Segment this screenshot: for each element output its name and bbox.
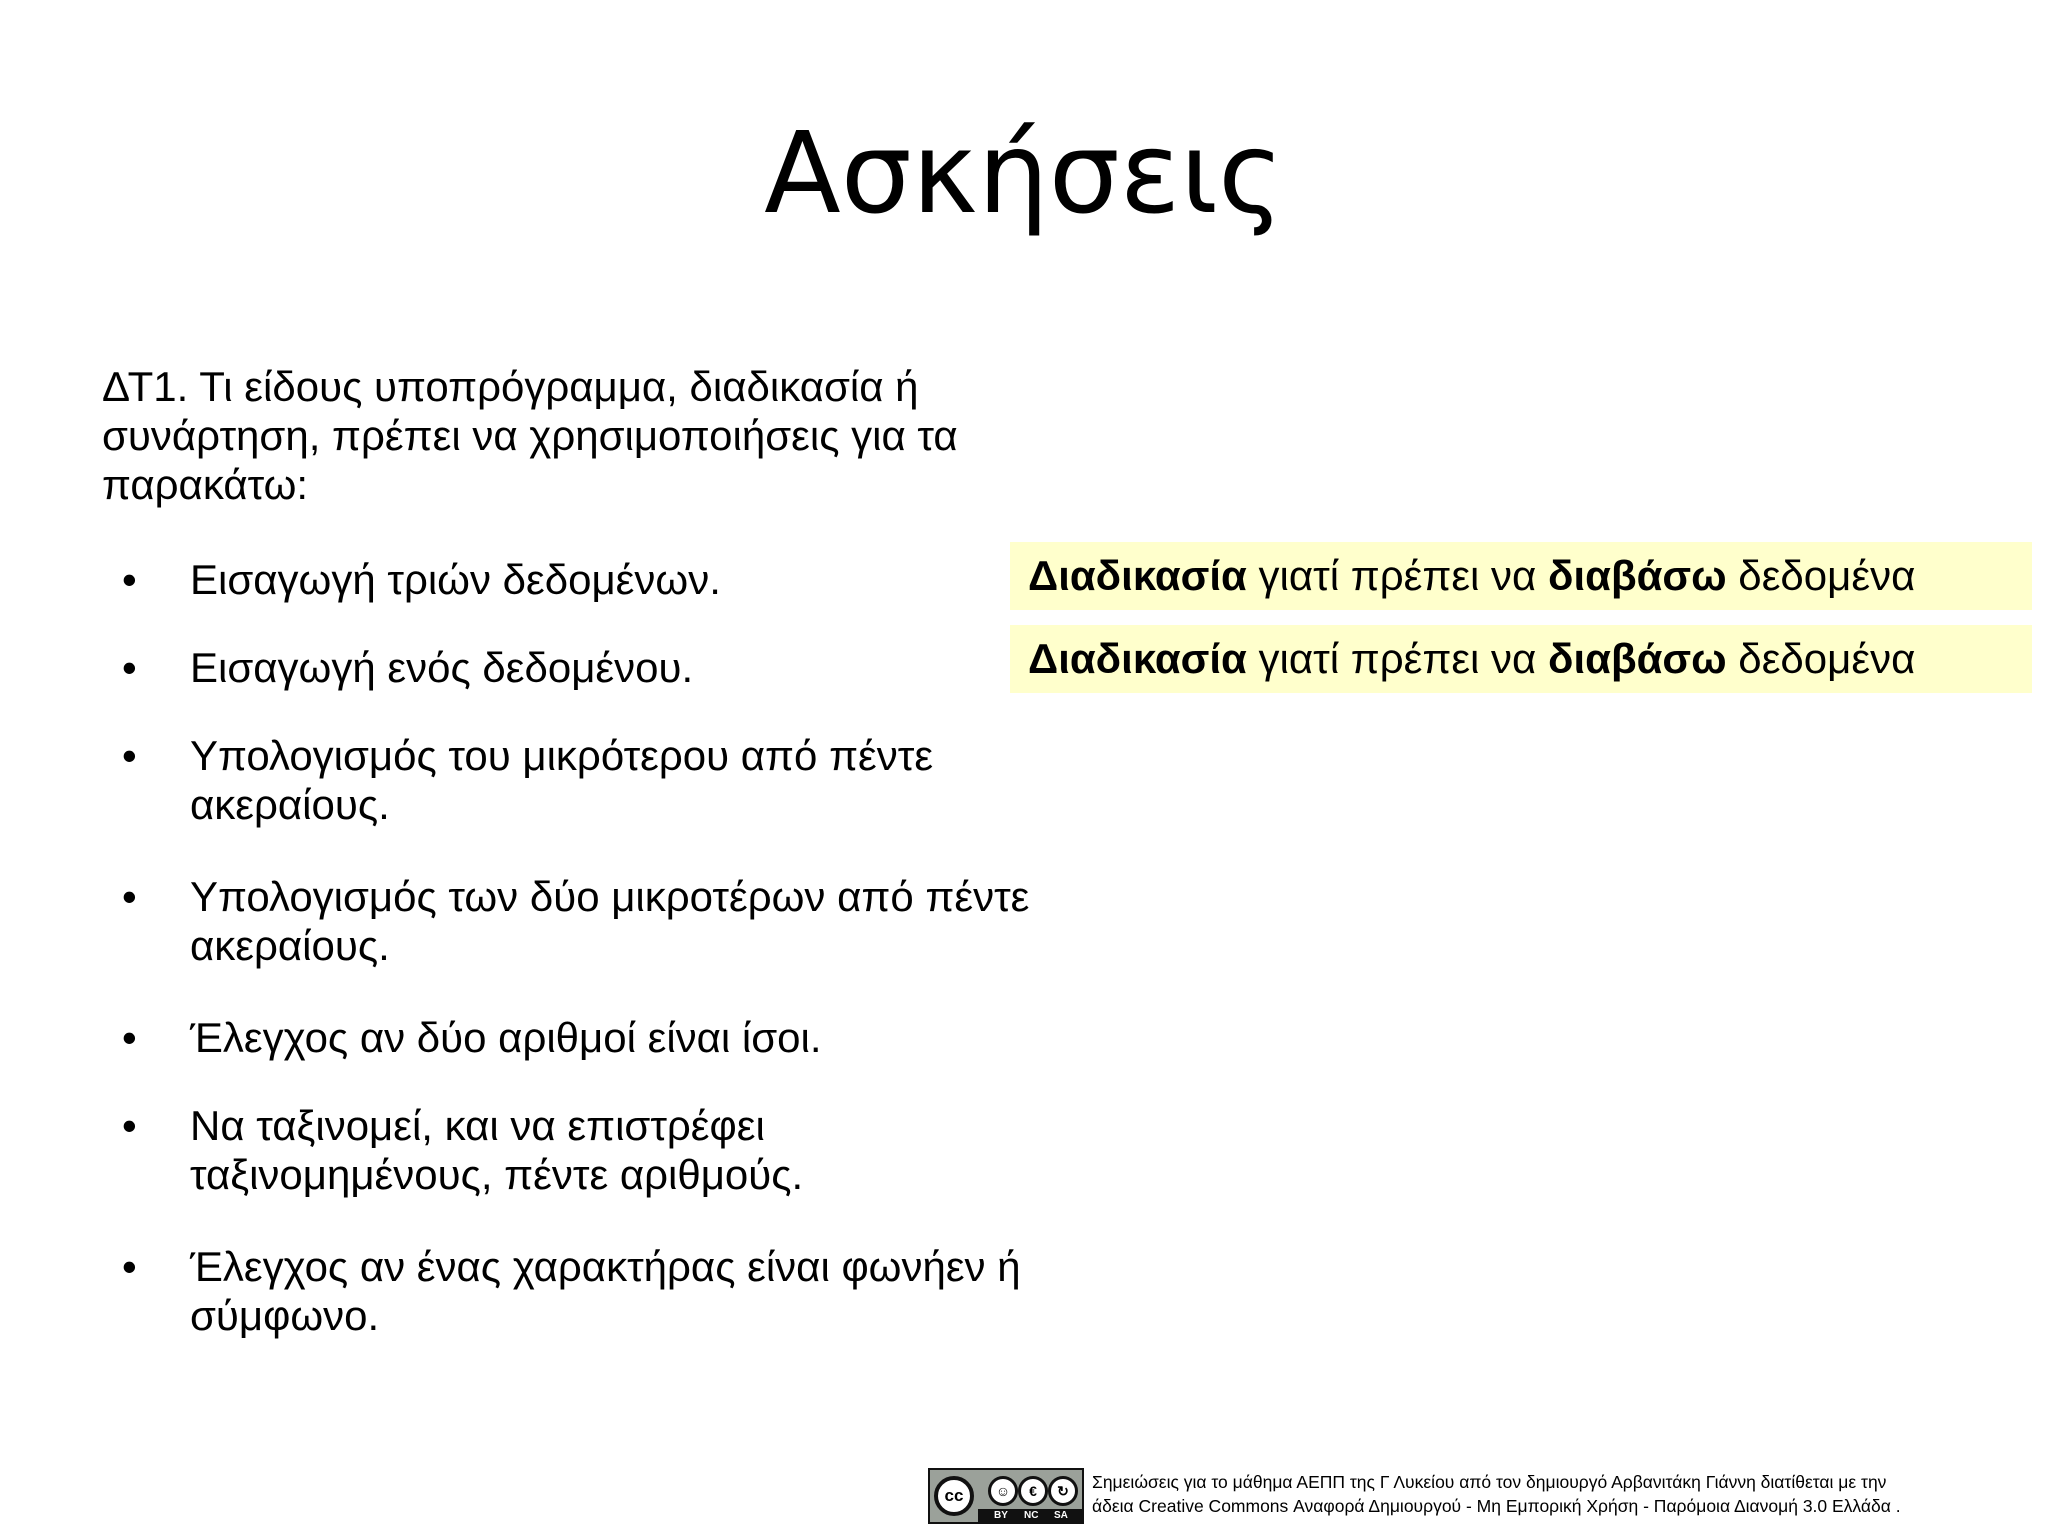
bullet-text: Υπολογισμός των δύο μικροτέρων από πέντε ακεραίους. [190, 873, 1030, 969]
answer-type: Διαδικασία [1028, 635, 1247, 682]
answer-box [1010, 542, 2032, 610]
license-line-1: Σημειώσεις για το μάθημα ΑΕΠΠ της Γ Λυκείου από τον δημιουργό Αρβανιτάκη Γιάννη διατίθεται με την [1092, 1472, 1887, 1492]
noncommercial-icon: € [1018, 1476, 1048, 1506]
answer-type: Διαδικασία [1028, 552, 1247, 599]
badge-by-label: BY [994, 1510, 1008, 1521]
bullet-icon: • [122, 556, 137, 603]
cc-logo-icon: cc [934, 1476, 974, 1516]
bullet-icon: • [122, 1243, 137, 1290]
answer-text: δεδομένα [1726, 552, 1916, 599]
license-text [1092, 1470, 2048, 1518]
answer-keyword: διαβάσω [1548, 552, 1727, 599]
answer-box [1010, 625, 2032, 693]
bullet-icon: • [122, 873, 137, 920]
bullet-icon: • [122, 1014, 137, 1061]
bullet-text: Έλεγχος αν δύο αριθμοί είναι ίσοι. [190, 1014, 822, 1061]
slide-title: Ασκήσεις [764, 109, 1284, 239]
attribution-person-icon: ☺ [988, 1476, 1018, 1506]
bullet-text: Υπολογισμός του μικρότερου από πέντε ακεραίους. [190, 732, 934, 828]
license-line-2: άδεια Creative Commons Αναφορά Δημιουργού - Μη Εμπορική Χρήση - Παρόμοια Διανομή 3.0 Ελλάδα . [1092, 1496, 1901, 1516]
bullet-text: Εισαγωγή ενός δεδομένου. [190, 644, 694, 691]
sharealike-icon: ↻ [1048, 1476, 1078, 1506]
answer-text: γιατί πρέπει να [1246, 635, 1549, 682]
badge-nc-label: NC [1024, 1510, 1039, 1521]
answer-keyword: διαβάσω [1548, 635, 1727, 682]
creative-commons-badge[interactable] [928, 1468, 1084, 1524]
exercise-question: ΔΤ1. Τι είδους υποπρόγραμμα, διαδικασία ή συνάρτηση, πρέπει να χρησιμοποιήσεις για τα παρακάτω: [102, 363, 958, 508]
answer-text: γιατί πρέπει να [1246, 552, 1549, 599]
answer-text: δεδομένα [1726, 635, 1916, 682]
bullet-icon: • [122, 732, 137, 779]
license-footer [928, 1466, 2048, 1526]
bullet-text: Έλεγχος αν ένας χαρακτήρας είναι φωνήεν ή σύμφωνο. [190, 1243, 1021, 1339]
bullet-icon: • [122, 644, 137, 691]
bullet-text: Να ταξινομεί, και να επιστρέφει ταξινομημένους, πέντε αριθμούς. [190, 1102, 804, 1198]
bullet-icon: • [122, 1102, 137, 1149]
badge-sa-label: SA [1054, 1510, 1068, 1521]
bullet-text: Εισαγωγή τριών δεδομένων. [190, 556, 721, 603]
